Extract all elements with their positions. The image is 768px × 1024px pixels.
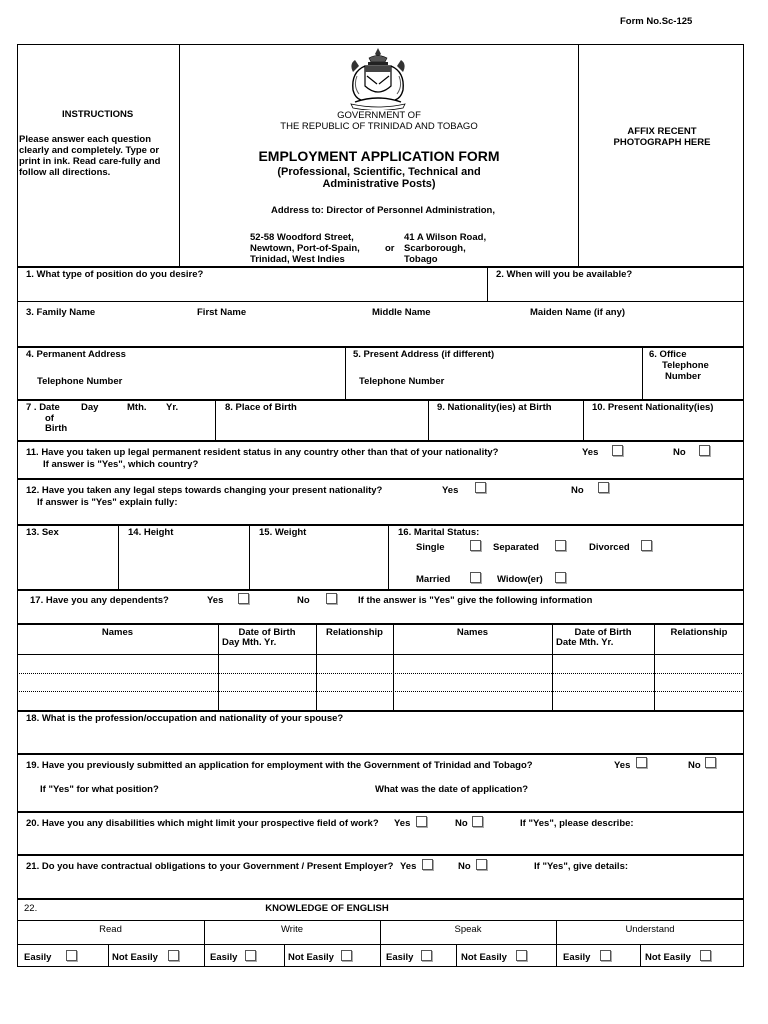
- row-line: [17, 654, 744, 655]
- row-line: [17, 440, 744, 442]
- q8-label: 8. Place of Birth: [225, 402, 297, 413]
- q6-label-1: 6. Office: [649, 349, 687, 360]
- dependents-dob-header: Date of Birth: [238, 627, 296, 638]
- gov-line-1: GOVERNMENT OF: [337, 110, 421, 121]
- q19-yes-label: Yes: [614, 760, 631, 771]
- dependents-names-header: Names: [101, 627, 134, 638]
- row-line: [17, 399, 744, 401]
- q22-title: KNOWLEDGE OF ENGLISH: [265, 903, 389, 914]
- q5-label: 5. Present Address (if different): [353, 349, 495, 360]
- q7-label: 7 . Date: [26, 402, 60, 413]
- q16-divorced-checkbox[interactable]: [641, 540, 652, 551]
- dependents-dmy-header: Day Mth. Yr.: [222, 637, 277, 648]
- q19-position-label: If "Yes" for what position?: [40, 784, 159, 795]
- q6-label-2: Telephone: [662, 360, 709, 371]
- divider: [249, 525, 250, 589]
- q4-label: 4. Permanent Address: [26, 349, 126, 360]
- dependents-dob-header: Date of Birth: [574, 627, 632, 638]
- dependents-relationship-header: Relationship: [325, 627, 383, 638]
- instructions-line: follow all directions.: [19, 167, 111, 178]
- write-easily-checkbox[interactable]: [245, 950, 256, 961]
- divider: [345, 347, 346, 399]
- understand-not-easily-checkbox[interactable]: [700, 950, 711, 961]
- address-right-line: Scarborough,: [404, 243, 466, 254]
- q4-telephone-label: Telephone Number: [37, 376, 123, 387]
- row-line: [17, 589, 744, 591]
- q16-divorced-label: Divorced: [589, 542, 630, 553]
- instructions-title: INSTRUCTIONS: [62, 109, 134, 120]
- write-not-easily-checkbox[interactable]: [341, 950, 352, 961]
- q18-question: 18. What is the profession/occupation and nationality of your spouse?: [26, 713, 344, 724]
- q11-question: 11. Have you taken up legal permanent resident status in any country other than that of your nationality?: [26, 447, 499, 458]
- q21-question: 21. Do you have contractual obligations to your Government / Present Employer?: [26, 861, 394, 872]
- q3-middle-name-label: Middle Name: [372, 307, 431, 318]
- dependents-relationship-header: Relationship: [670, 627, 728, 638]
- divider: [640, 944, 641, 967]
- speak-not-easily-label: Not Easily: [461, 952, 507, 963]
- q12-question: 12. Have you taken any legal steps towards changing your present nationality?: [26, 485, 383, 496]
- form-subtitle-1: (Professional, Scientific, Technical and: [277, 166, 481, 178]
- q7-day: Day: [81, 402, 99, 413]
- q20-no-label: No: [455, 818, 468, 829]
- q7-of: of: [45, 413, 54, 424]
- dependents-dmy-header: Date Mth. Yr.: [556, 637, 614, 648]
- q3-first-name-label: First Name: [197, 307, 247, 318]
- q14-label: 14. Height: [128, 527, 174, 538]
- q16-married-label: Married: [416, 574, 451, 585]
- q16-married-checkbox[interactable]: [470, 572, 481, 583]
- photo-label-1: AFFIX RECENT: [627, 126, 697, 137]
- row-line: [17, 524, 744, 526]
- q21-yes-label: Yes: [400, 861, 417, 872]
- q21-yes-checkbox[interactable]: [422, 859, 433, 870]
- address-or: or: [385, 243, 395, 254]
- english-speak-header: Speak: [454, 924, 482, 935]
- q7-year: Yr.: [166, 402, 179, 413]
- divider: [583, 400, 584, 440]
- english-write-header: Write: [281, 924, 303, 935]
- english-read-header: Read: [99, 924, 122, 935]
- speak-easily-checkbox[interactable]: [421, 950, 432, 961]
- divider: [108, 944, 109, 967]
- q20-yes-label: Yes: [394, 818, 411, 829]
- dependents-names-header: Names: [456, 627, 489, 638]
- q9-label: 9. Nationality(ies) at Birth: [437, 402, 552, 413]
- q17-yes-label: Yes: [207, 595, 224, 606]
- q17-question: 17. Have you any dependents?: [30, 595, 169, 606]
- q21-details-label: If "Yes", give details:: [534, 861, 629, 872]
- form-subtitle-2: Administrative Posts): [322, 178, 436, 190]
- q16-separated-checkbox[interactable]: [555, 540, 566, 551]
- q16-separated-label: Separated: [493, 542, 539, 553]
- divider: [118, 525, 119, 589]
- read-not-easily-checkbox[interactable]: [168, 950, 179, 961]
- q20-no-checkbox[interactable]: [472, 816, 483, 827]
- q19-no-checkbox[interactable]: [705, 757, 716, 768]
- write-not-easily-label: Not Easily: [288, 952, 334, 963]
- q17-yes-checkbox[interactable]: [238, 593, 249, 604]
- q1-label: 1. What type of position do you desire?: [26, 269, 204, 280]
- row-line: [17, 811, 744, 813]
- q17-instruction: If the answer is "Yes" give the following information: [358, 595, 593, 606]
- q11-yes-checkbox[interactable]: [612, 445, 623, 456]
- dotted-row-line: [17, 691, 744, 692]
- q17-no-checkbox[interactable]: [326, 593, 337, 604]
- q12-followup: If answer is "Yes" explain fully:: [37, 497, 178, 508]
- row-line: [17, 346, 744, 348]
- address-left-line: Newtown, Port-of-Spain,: [250, 243, 360, 254]
- row-line: [17, 710, 744, 712]
- read-easily-label: Easily: [24, 952, 52, 963]
- address-left-line: Trinidad, West Indies: [250, 254, 345, 265]
- q5-telephone-label: Telephone Number: [359, 376, 445, 387]
- instructions-line: clearly and completely. Type or: [19, 145, 160, 156]
- divider: [388, 525, 389, 589]
- q3-maiden-name-label: Maiden Name (if any): [530, 307, 626, 318]
- english-understand-header: Understand: [625, 924, 675, 935]
- q3-family-name-label: 3. Family Name: [26, 307, 96, 318]
- q20-question: 20. Have you any disabilities which might limit your prospective field of work?: [26, 818, 379, 829]
- photo-label-2: PHOTOGRAPH HERE: [613, 137, 711, 148]
- row-line: [17, 623, 744, 625]
- row-line: [17, 854, 744, 856]
- q19-no-label: No: [688, 760, 701, 771]
- speak-not-easily-checkbox[interactable]: [516, 950, 527, 961]
- q16-label: 16. Marital Status:: [398, 527, 480, 538]
- row-line: [17, 944, 744, 945]
- understand-not-easily-label: Not Easily: [645, 952, 691, 963]
- row-line: [17, 301, 744, 302]
- form-title: EMPLOYMENT APPLICATION FORM: [258, 148, 500, 164]
- coat-of-arms-icon: [345, 46, 411, 110]
- gov-line-2: THE REPUBLIC OF TRINIDAD AND TOBAGO: [280, 121, 478, 132]
- row-line: [17, 898, 744, 900]
- instructions-line: Please answer each question: [19, 134, 152, 145]
- q11-no-label: No: [673, 447, 686, 458]
- q22-number: 22.: [24, 903, 38, 914]
- read-not-easily-label: Not Easily: [112, 952, 158, 963]
- row-line: [17, 478, 744, 480]
- instructions-line: print in ink. Read care-fully and: [19, 156, 161, 167]
- q17-no-label: No: [297, 595, 310, 606]
- q19-date-label: What was the date of application?: [375, 784, 529, 795]
- address-to: Address to: Director of Personnel Administration,: [271, 205, 495, 216]
- q12-yes-checkbox[interactable]: [475, 482, 486, 493]
- q21-no-checkbox[interactable]: [476, 859, 487, 870]
- q11-yes-label: Yes: [582, 447, 599, 458]
- divider: [456, 944, 457, 967]
- q12-no-label: No: [571, 485, 584, 496]
- q7-month: Mth.: [127, 402, 147, 413]
- q16-single-label: Single: [416, 542, 445, 553]
- form-number: Form No.Sc-125: [620, 16, 693, 27]
- q2-label: 2. When will you be available?: [496, 269, 633, 280]
- q11-followup: If answer is "Yes", which country?: [43, 459, 199, 470]
- q16-single-checkbox[interactable]: [470, 540, 481, 551]
- q16-widow-checkbox[interactable]: [555, 572, 566, 583]
- address-right-line: 41 A Wilson Road,: [404, 232, 487, 243]
- address-left-line: 52-58 Woodford Street,: [250, 232, 354, 243]
- q6-label-3: Number: [665, 371, 701, 382]
- divider: [642, 347, 643, 399]
- row-line: [17, 753, 744, 755]
- understand-easily-checkbox[interactable]: [600, 950, 611, 961]
- divider: [215, 400, 216, 440]
- dotted-row-line: [17, 673, 744, 674]
- divider: [428, 400, 429, 440]
- speak-easily-label: Easily: [386, 952, 414, 963]
- divider: [284, 944, 285, 967]
- q13-label: 13. Sex: [26, 527, 59, 538]
- q7-birth: Birth: [45, 423, 68, 434]
- q15-label: 15. Weight: [259, 527, 307, 538]
- q10-label: 10. Present Nationality(ies): [592, 402, 714, 413]
- q20-yes-checkbox[interactable]: [416, 816, 427, 827]
- read-easily-checkbox[interactable]: [66, 950, 77, 961]
- q20-describe-label: If "Yes", please describe:: [520, 818, 634, 829]
- q12-yes-label: Yes: [442, 485, 459, 496]
- q19-yes-checkbox[interactable]: [636, 757, 647, 768]
- understand-easily-label: Easily: [563, 952, 591, 963]
- write-easily-label: Easily: [210, 952, 238, 963]
- row-line: [17, 266, 744, 268]
- q21-no-label: No: [458, 861, 471, 872]
- q19-question: 19. Have you previously submitted an application for employment with the Government of Trinidad and Tobago?: [26, 760, 533, 771]
- q12-no-checkbox[interactable]: [598, 482, 609, 493]
- q16-widow-label: Widow(er): [497, 574, 543, 585]
- divider: [487, 267, 488, 301]
- q11-no-checkbox[interactable]: [699, 445, 710, 456]
- address-right-line: Tobago: [404, 254, 438, 265]
